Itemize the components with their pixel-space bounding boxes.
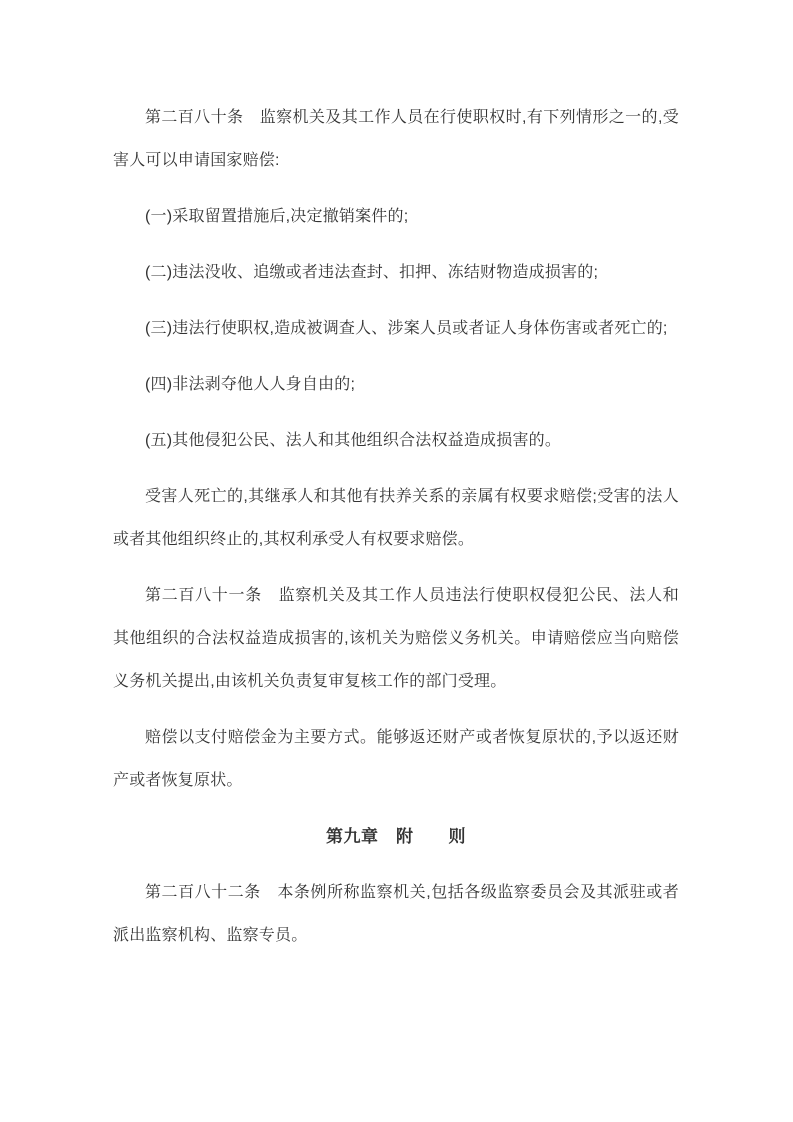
article-280-item-2: (二)违法没收、追缴或者违法查封、扣押、冻结财物造成损害的; [145, 264, 599, 281]
article-280-item-5: (五)其他侵犯公民、法人和其他组织合法权益造成损害的。 [145, 432, 562, 449]
article-282-paragraph: 第二百八十二条 本条例所称监察机关,包括各级监察委员会及其派驻或者派出监察机构、监察专员。 [113, 884, 679, 944]
chapter-9-heading: 第九章 附 则 [326, 827, 466, 846]
article-280-item-3: (三)违法行使职权,造成被调查人、涉案人员或者证人身体伤害或者死亡的; [145, 320, 668, 337]
article-280-closing-paragraph: 受害人死亡的,其继承人和其他有扶养关系的亲属有权要求赔偿;受害的法人或者其他组织终止的,其权利承受人有权要求赔偿。 [113, 488, 679, 548]
article-280-intro-paragraph: 第二百八十条 监察机关及其工作人员在行使职权时,有下列情形之一的,受害人可以申请国家赔偿: [113, 109, 679, 169]
article-281-paragraph: 第二百八十一条 监察机关及其工作人员违法行使职权侵犯公民、法人和其他组织的合法权益造成损害的,该机关为赔偿义务机关。申请赔偿应当向赔偿义务机关提出,由该机关负责复审复核工作的部门受理。 [113, 587, 679, 690]
article-280-item-1: (一)采取留置措施后,决定撤销案件的; [145, 208, 409, 225]
article-280-item-4: (四)非法剥夺他人人身自由的; [145, 376, 356, 393]
article-281-compensation-paragraph: 赔偿以支付赔偿金为主要方式。能够返还财产或者恢复原状的,予以返还财产或者恢复原状。 [113, 729, 679, 789]
